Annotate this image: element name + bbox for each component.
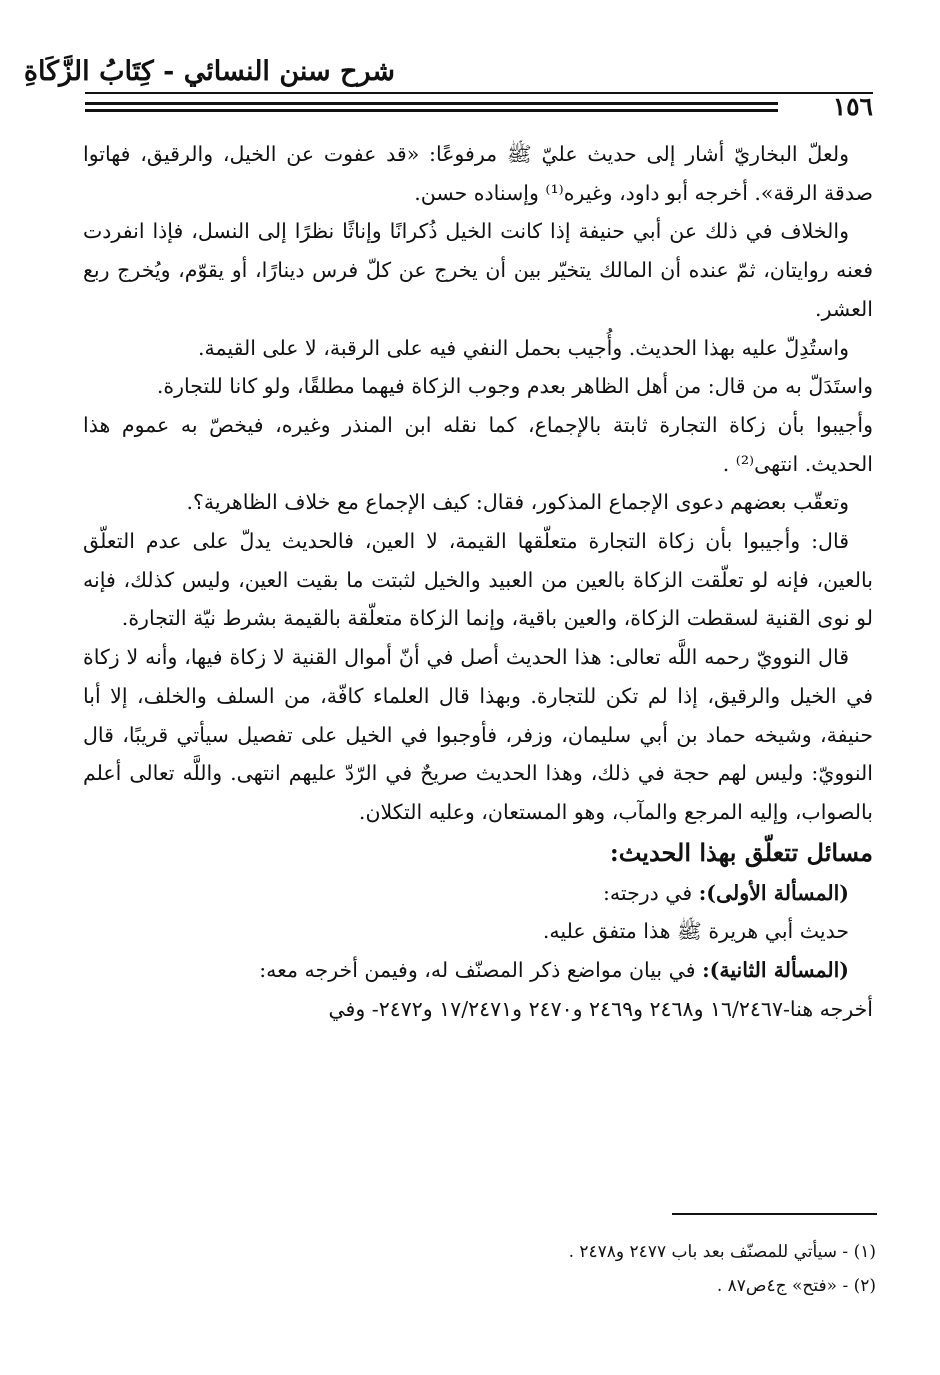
footnotes	[116, 1235, 876, 1303]
page-number: ١٥٦	[832, 92, 873, 121]
section-heading: مسائل تتعلّق بهذا الحديث:	[609, 837, 873, 867]
footnote-separator	[672, 1213, 877, 1215]
paragraph: وأجيبوا بأن زكاة التجارة ثابتة بالإجماع، كما نقله ابن المنذر وغيره، فيخصّ به عموم هذا الحديث. انتهى⁽²⁾ .	[83, 412, 873, 476]
rule-line	[85, 109, 778, 112]
running-header-title: شرح سنن النسائي - كِتَابُ الزَّكَاةِ	[23, 56, 395, 87]
issue-one-text: في درجته:	[602, 880, 699, 905]
issue-one-label: (المسألة الأولى):	[698, 880, 849, 905]
issue-two-text: في بيان مواضع ذكر المصنّف له، وفيمن أخرجه معه:	[259, 958, 703, 983]
footnote-2: (٢) - «فتح» ج٤ص٨٧ .	[716, 1276, 876, 1296]
paragraph: وتعقّب بعضهم دعوى الإجماع المذكور، فقال: كيف الإجماع مع خلاف الظاهرية؟.	[186, 490, 849, 515]
issue-two-body: أخرجه هنا-١٦/٢٤٦٧ و٢٤٦٨ و٢٤٦٩ و٢٤٧٠ و١٧/٢٤٧١ و٢٤٧٢- وفي	[328, 996, 873, 1021]
paragraph: واستُدِلّ عليه بهذا الحديث. وأُجيب بحمل النفي فيه على الرقبة، لا على القيمة.	[198, 335, 849, 360]
paragraph: واستَدَلّ به من قال: من أهل الظاهر بعدم وجوب الزكاة فيهما مطلقًا، ولو كانا للتجارة.	[156, 374, 873, 399]
rule-line	[85, 102, 778, 105]
paragraph: قال النوويّ رحمه اللَّه تعالى: هذا الحديث أصل في أنّ أموال القنية لا زكاة فيها، وأنه لا زكاة في الخيل والرقيق، إذا لم تكن للتجارة. وبهذا قال العلماء كافّة، من السلف والخلف، إلا أبا حنيفة، وشيخه حماد بن أبي سليمان، وزفر، فأوجبوا في الخيل على تفصيل سيأتي قريبًا، قال النوويّ: وليس لهم حجة في ذلك، وهذا الحديث صريحٌ في الرّدّ عليهم انتهى. واللَّه تعالى أعلم بالصواب، وإليه المرجع والمآب، وهو المستعان، وعليه التكلان.	[83, 645, 873, 824]
footnote-1: (١) - سيأتي للمصنّف بعد باب ٢٤٧٧ و٢٤٧٨ .	[568, 1242, 876, 1262]
main-text	[83, 135, 873, 1028]
issue-one	[83, 874, 873, 913]
issue-two	[83, 951, 873, 990]
issue-two-label: (المسألة الثانية):	[702, 958, 849, 983]
page-number-row	[85, 92, 873, 124]
paragraph: ولعلّ البخاريّ أشار إلى حديث عليّ ﷺ مرفوعًا: «قد عفوت عن الخيل، والرقيق، فهاتوا صدقة الرقة». أخرجه أبو داود، وغيره⁽¹⁾ وإسناده حسن.	[83, 142, 873, 205]
issue-one-body: حديث أبي هريرة ﷺ هذا متفق عليه.	[542, 919, 849, 944]
paragraph: والخلاف في ذلك عن أبي حنيفة إذا كانت الخيل ذُكرانًا وإناثًا نظرًا إلى النسل، فإذا انفردت فعنه روايتان، ثمّ عنده أن المالك يتخيّر بين أن يخرج عن كلّ فرس دينارًا، أو يقوّم، ويُخرج ربع العشر.	[83, 219, 873, 321]
page-number-rules	[85, 102, 778, 116]
paragraph: قال: وأجيبوا بأن زكاة التجارة متعلّقها القيمة، لا العين، فالحديث يدلّ على عدم التعلّق بالعين، فإنه لو تعلّقت الزكاة بالعين من العبيد والخيل لثبتت ما بقيت العين، وليس كذلك، فإنه لو نوى القنية لسقطت الزكاة، والعين باقية، وإنما الزكاة متعلّقة بالقيمة بشرط نيّة التجارة.	[83, 529, 873, 631]
